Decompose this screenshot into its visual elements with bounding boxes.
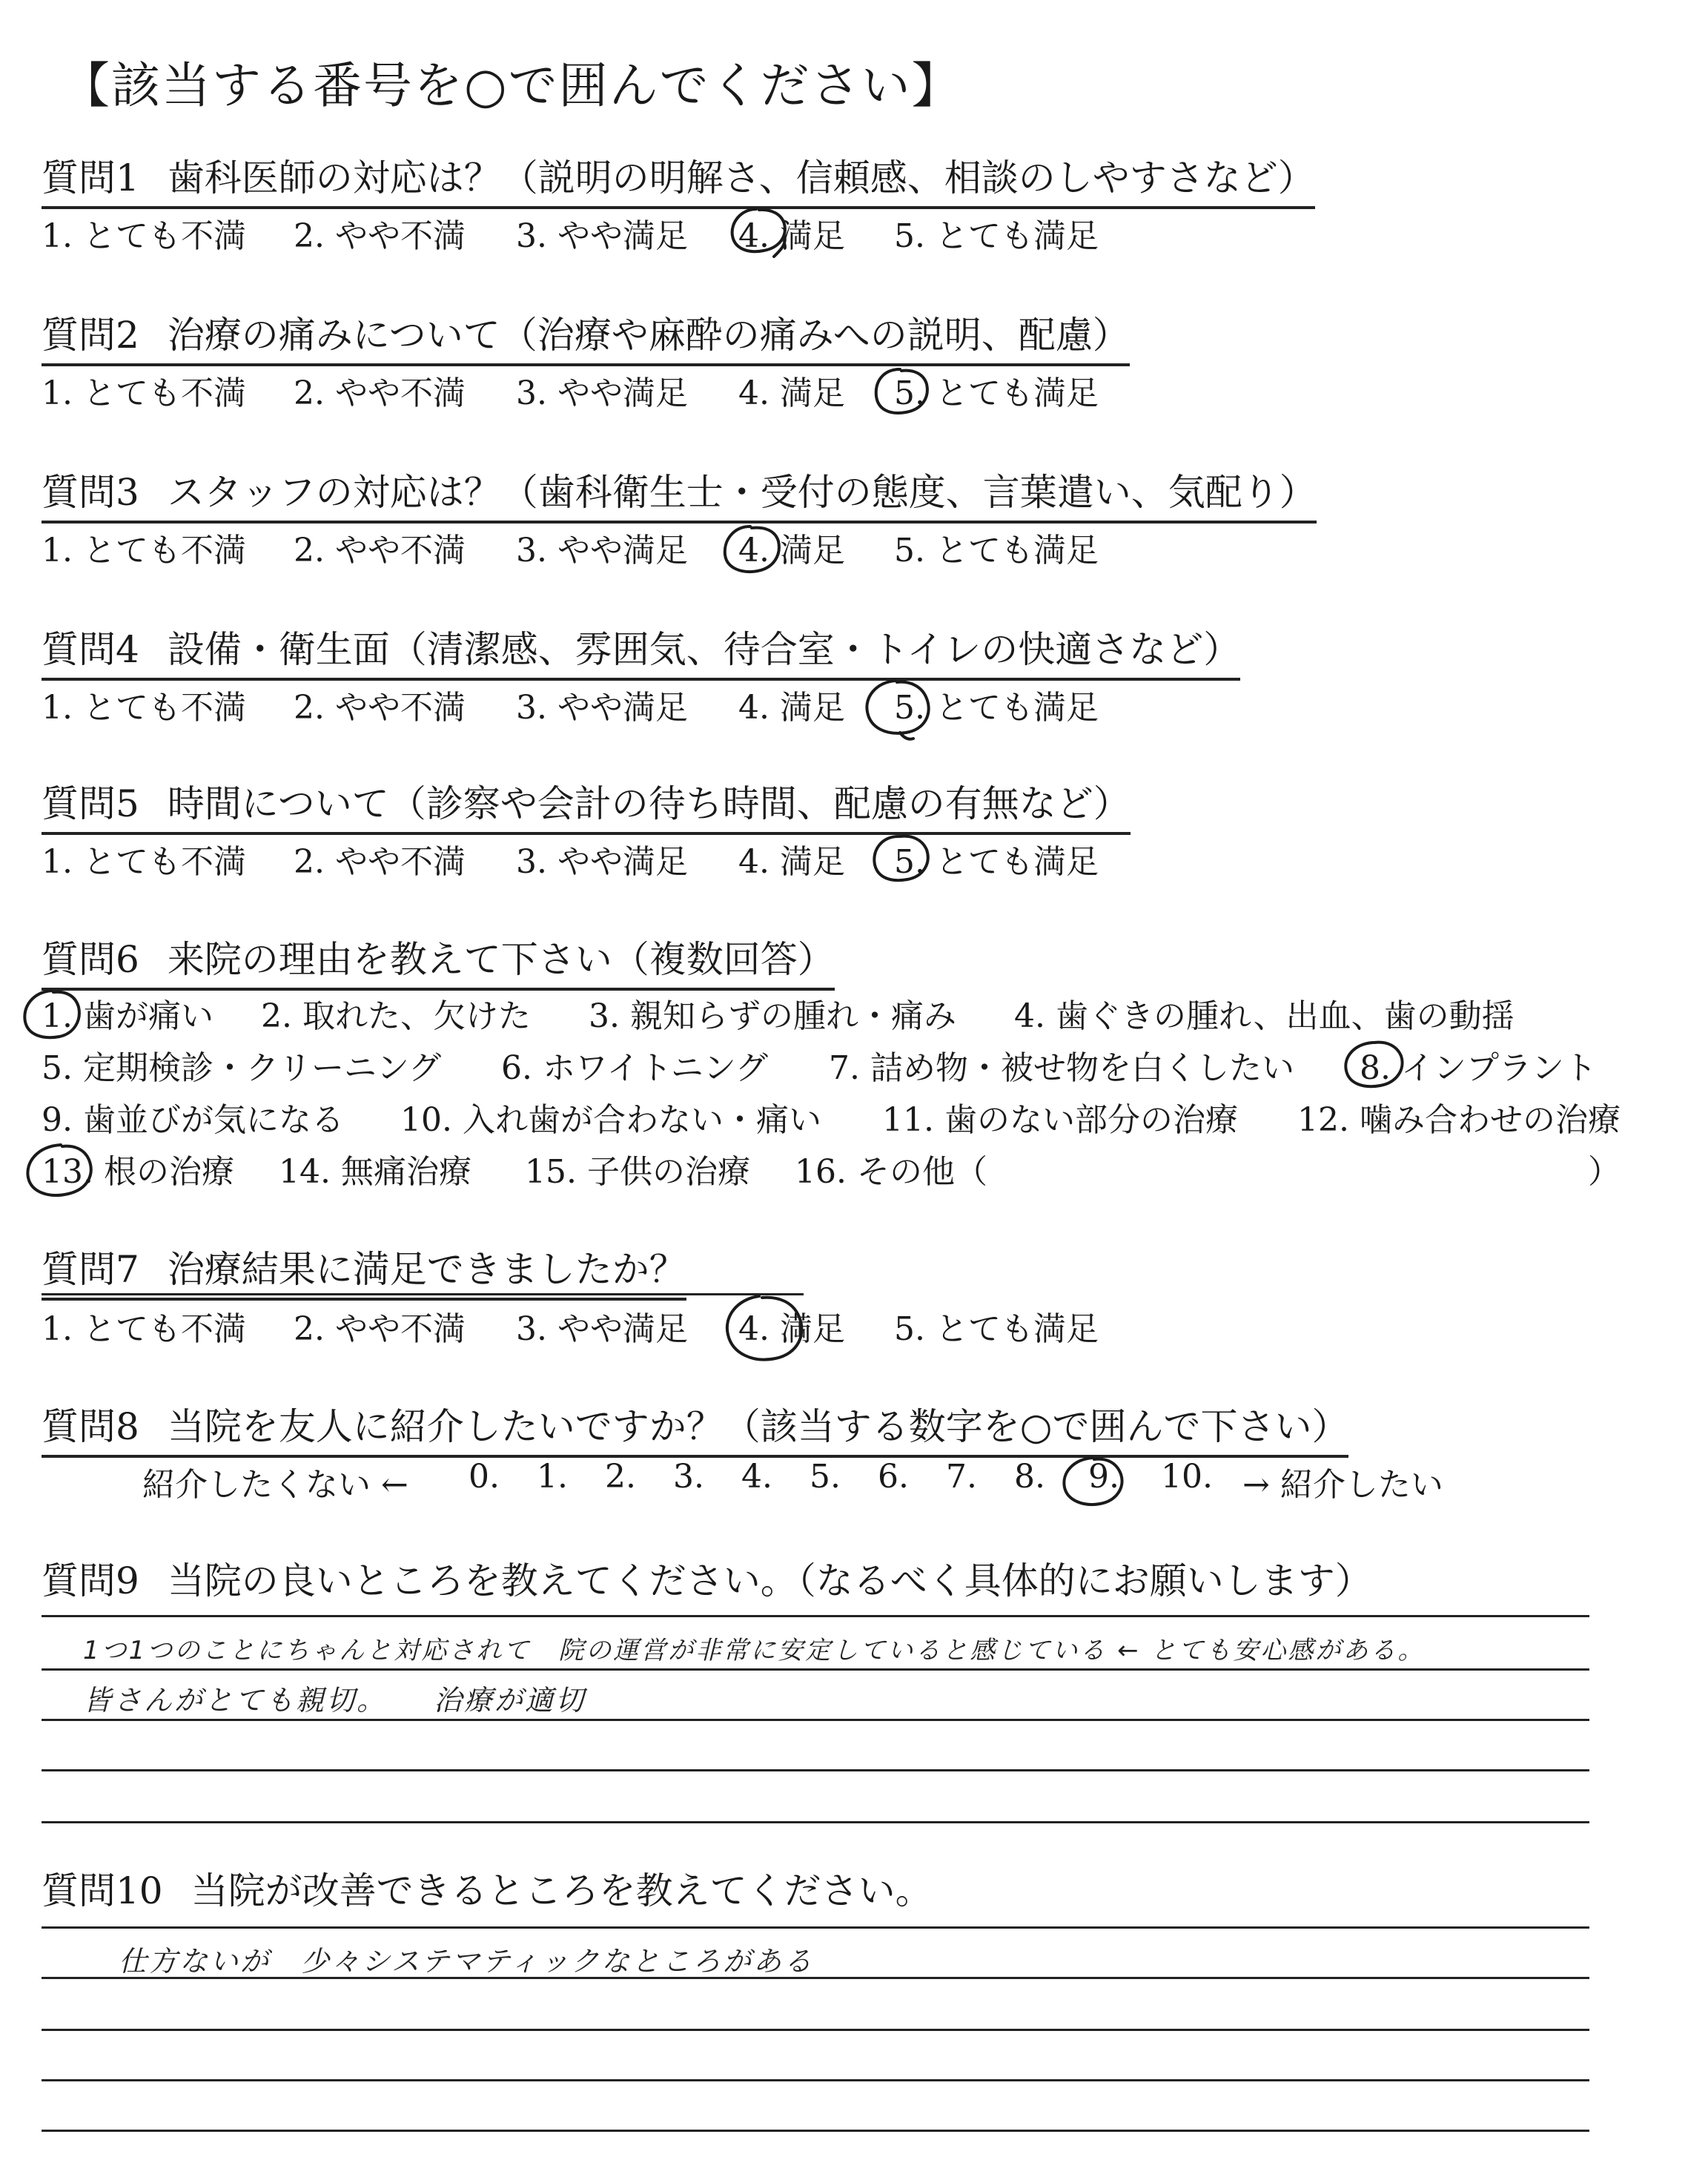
q6-option-3[interactable]: 3. 親知らずの腫れ・痛み [589, 997, 956, 1035]
q5-selected-circle [874, 836, 927, 881]
q9-handwritten-answer-2: 皆さんがとても親切。 治療が適切 [83, 1684, 586, 1717]
q6-selected-circle-1 [24, 991, 79, 1037]
q2-option-4[interactable]: 4. 満足 [738, 374, 845, 412]
q6-option-1[interactable]: 1. 歯が痛い [42, 997, 214, 1035]
q8-score-6[interactable]: 6. [878, 1458, 909, 1496]
q6-option-6[interactable]: 6. ホワイトニング [501, 1049, 769, 1087]
q6-selected-circle-8 [1345, 1043, 1402, 1087]
q1-option-4[interactable]: 4. 満足 [738, 217, 845, 255]
q3-option-5[interactable]: 5. とても満足 [894, 532, 1099, 569]
q4-option-4[interactable]: 4. 満足 [738, 689, 845, 727]
q7-option-3[interactable]: 3. やや満足 [516, 1310, 688, 1348]
q8-selected-circle [1064, 1458, 1122, 1505]
q8-score-0[interactable]: 0. [469, 1458, 500, 1496]
question-5-text: 時間について（診察や会計の待ち時間、配慮の有無など） [167, 782, 1131, 825]
q8-low-label: 紹介したくない ← [142, 1466, 408, 1504]
question-8-text: 当院を友人に紹介したいですか？（該当する数字を○で囲んで下さい） [167, 1405, 1349, 1448]
q6-option-8[interactable]: 8. インプラント [1360, 1049, 1597, 1087]
question-3-text: スタッフの対応は？（歯科衛生士・受付の態度、言葉遣い、気配り） [167, 471, 1317, 514]
q5-option-2[interactable]: 2. やや不満 [294, 843, 466, 881]
q3-option-1[interactable]: 1. とても不満 [42, 532, 246, 569]
question-9-number: 質問9 [42, 1559, 139, 1602]
q6-other-close-paren: ） [1588, 1153, 1621, 1191]
q5-option-1[interactable]: 1. とても不満 [42, 843, 246, 881]
q6-option-10[interactable]: 10. 入れ歯が合わない・痛い [400, 1101, 821, 1139]
q4-option-1[interactable]: 1. とても不満 [42, 689, 246, 727]
q7-option-1[interactable]: 1. とても不満 [42, 1310, 246, 1348]
question-6-text: 来院の理由を教えて下さい（複数回答） [167, 938, 835, 981]
q2-option-3[interactable]: 3. やや満足 [516, 374, 688, 412]
q10-handwritten-answer-1: 仕方ないが 少々システマティックなところがある [119, 1945, 815, 1978]
q6-option-9[interactable]: 9. 歯並びが気になる [42, 1101, 344, 1139]
q6-option-15[interactable]: 15. 子供の治療 [525, 1153, 750, 1191]
q1-selected-circle [732, 209, 785, 257]
q8-score-8[interactable]: 8. [1014, 1458, 1045, 1496]
q4-selected-circle [867, 681, 928, 739]
question-10-text: 当院が改善できるところを教えてください。 [191, 1869, 933, 1912]
q6-option-2[interactable]: 2. 取れた、欠けた [261, 997, 531, 1035]
question-5-number: 質問5 [42, 782, 139, 825]
q2-option-5[interactable]: 5. とても満足 [894, 374, 1099, 412]
q8-score-10[interactable]: 10. [1161, 1458, 1213, 1496]
question-6-number: 質問6 [42, 938, 139, 981]
q8-high-label: → 紹介したい [1242, 1466, 1443, 1504]
q2-option-1[interactable]: 1. とても不満 [42, 374, 246, 412]
question-9-text: 当院の良いところを教えてください。（なるべく具体的にお願いします） [167, 1559, 1372, 1602]
q3-option-3[interactable]: 3. やや満足 [516, 532, 688, 569]
q7-option-4[interactable]: 4. 満足 [738, 1310, 845, 1348]
q8-score-9[interactable]: 9. [1088, 1458, 1119, 1496]
question-7-text: 治療結果に満足できましたか？ [167, 1248, 686, 1291]
q8-score-4[interactable]: 4. [741, 1458, 772, 1496]
q8-score-1[interactable]: 1. [537, 1458, 568, 1496]
question-2-text: 治療の痛みについて（治療や麻酔の痛みへの説明、配慮） [167, 314, 1130, 357]
question-10-number: 質問10 [42, 1869, 163, 1912]
q5-option-5[interactable]: 5. とても満足 [894, 843, 1099, 881]
q2-selected-circle [876, 369, 927, 413]
page-title: 【該当する番号を○で囲んでください】 [61, 57, 962, 114]
q6-option-7[interactable]: 7. 詰め物・被せ物を白くしたい [829, 1049, 1294, 1087]
q6-option-12[interactable]: 12. 噛み合わせの治療 [1297, 1101, 1621, 1139]
question-4-text: 設備・衛生面（清潔感、雰囲気、待合室・トイレの快適さなど） [167, 628, 1241, 671]
q7-selected-circle [727, 1296, 802, 1360]
q6-option-14[interactable]: 14. 無痛治療 [279, 1153, 471, 1191]
q3-selected-circle [725, 526, 779, 572]
q9-handwritten-answer-1: 1つ1つのことにちゃんと対応されて 院の運営が非常に安定していると感じている ← とても安心感がある。 [83, 1636, 1426, 1665]
question-3-number: 質問3 [42, 471, 139, 514]
question-1-text: 歯科医師の対応は？（説明の明解さ、信頼感、相談のしやすさなど） [167, 156, 1315, 199]
q7-option-2[interactable]: 2. やや不満 [294, 1310, 466, 1348]
q1-option-3[interactable]: 3. やや満足 [516, 217, 688, 255]
q6-option-13[interactable]: 13. 根の治療 [42, 1153, 234, 1191]
q2-option-2[interactable]: 2. やや不満 [294, 374, 466, 412]
q6-selected-circle-13 [27, 1145, 90, 1195]
q4-option-5[interactable]: 5. とても満足 [894, 689, 1099, 727]
q1-option-1[interactable]: 1. とても不満 [42, 217, 246, 255]
question-8-number: 質問8 [42, 1405, 139, 1448]
question-7-number: 質問7 [42, 1248, 139, 1291]
q6-option-16[interactable]: 16. その他（ [795, 1153, 987, 1191]
q8-score-5[interactable]: 5. [810, 1458, 841, 1496]
q8-score-3[interactable]: 3. [673, 1458, 704, 1496]
q8-score-7[interactable]: 7. [946, 1458, 977, 1496]
q7-option-5[interactable]: 5. とても満足 [894, 1310, 1099, 1348]
q8-score-2[interactable]: 2. [605, 1458, 636, 1496]
question-2-number: 質問2 [42, 314, 139, 357]
q6-option-4[interactable]: 4. 歯ぐきの腫れ、出血、歯の動揺 [1014, 997, 1515, 1035]
q6-option-11[interactable]: 11. 歯のない部分の治療 [882, 1101, 1238, 1139]
q3-option-4[interactable]: 4. 満足 [738, 532, 845, 569]
q3-option-2[interactable]: 2. やや不満 [294, 532, 466, 569]
q4-option-3[interactable]: 3. やや満足 [516, 689, 688, 727]
q6-option-5[interactable]: 5. 定期検診・クリーニング [42, 1049, 442, 1087]
question-1-number: 質問1 [42, 156, 139, 199]
q5-option-4[interactable]: 4. 満足 [738, 843, 845, 881]
q1-option-5[interactable]: 5. とても満足 [894, 217, 1099, 255]
q1-option-2[interactable]: 2. やや不満 [294, 217, 466, 255]
question-4-number: 質問4 [42, 628, 139, 671]
q5-option-3[interactable]: 3. やや満足 [516, 843, 688, 881]
q4-option-2[interactable]: 2. やや不満 [294, 689, 466, 727]
